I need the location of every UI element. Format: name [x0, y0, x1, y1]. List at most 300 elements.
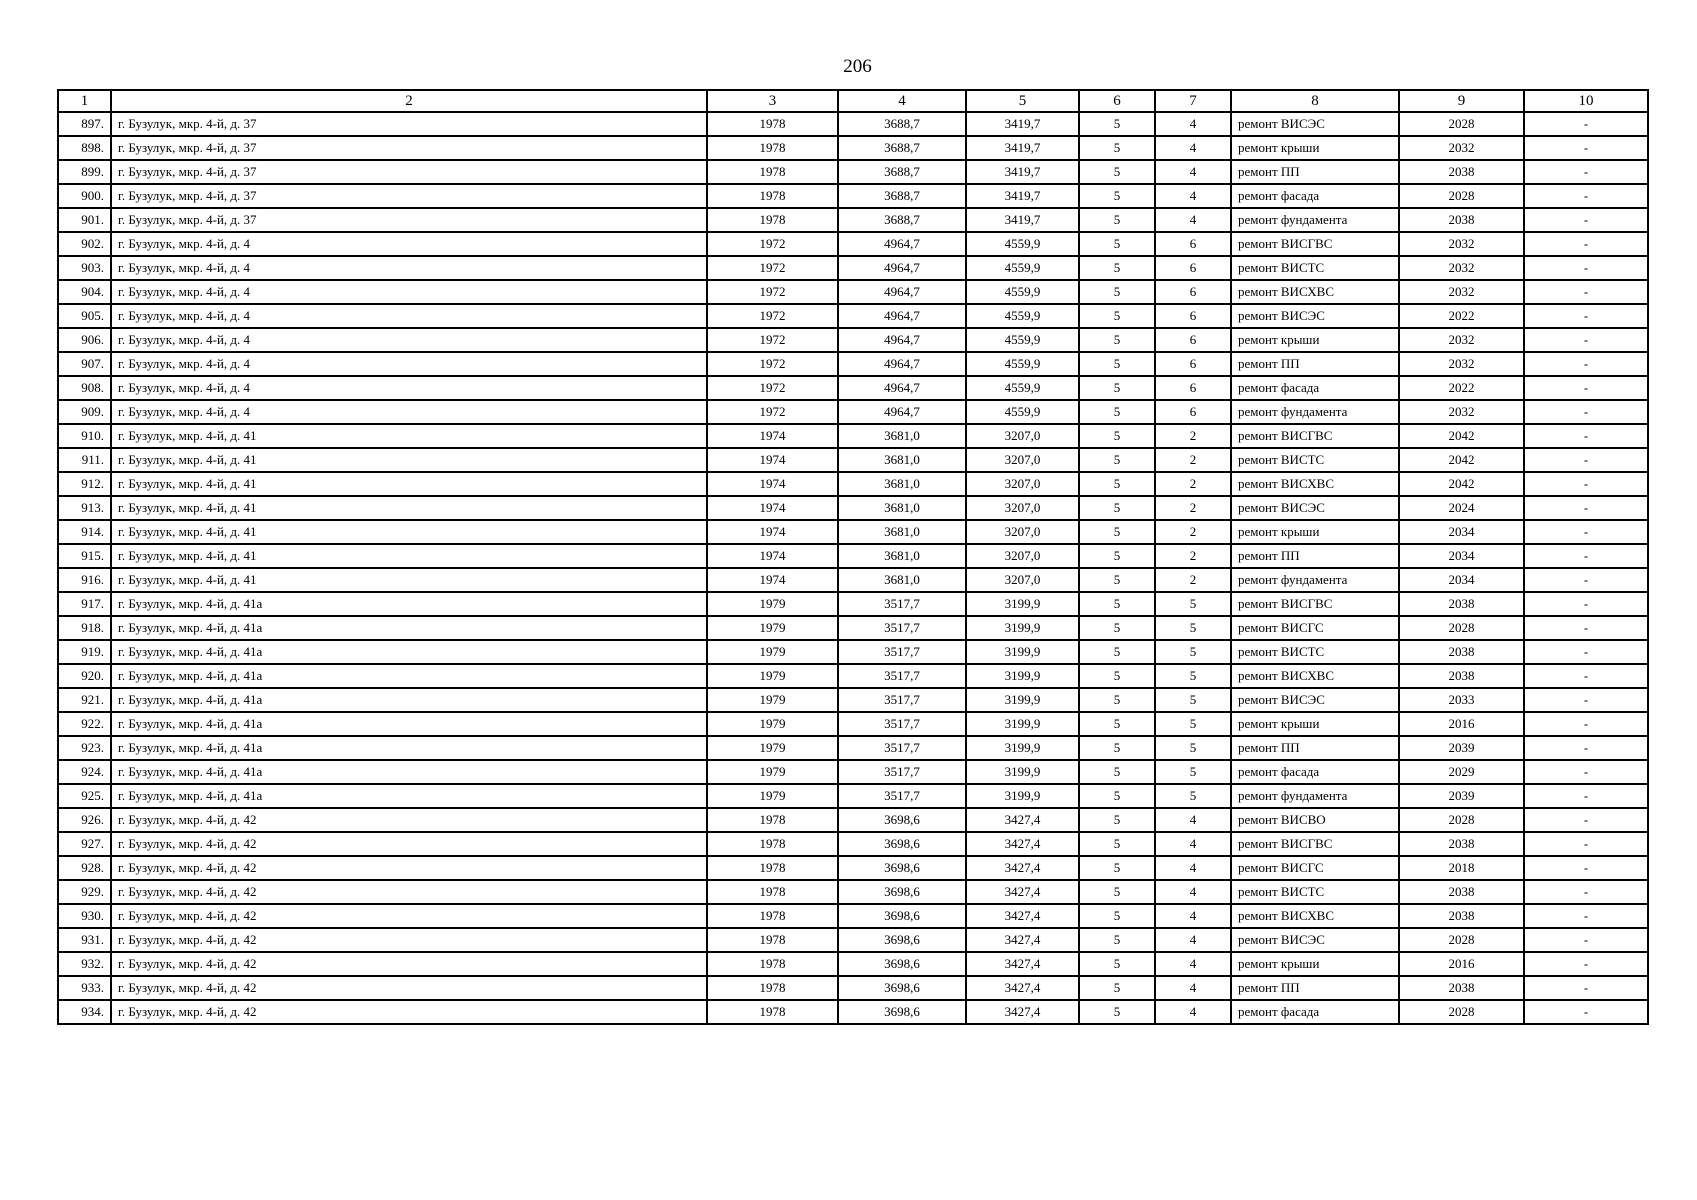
- cell-address: г. Бузулук, мкр. 4-й, д. 41а: [111, 688, 707, 712]
- cell-planned-year: 2032: [1399, 280, 1524, 304]
- cell-address: г. Бузулук, мкр. 4-й, д. 42: [111, 856, 707, 880]
- cell-entrances: 2: [1155, 448, 1231, 472]
- cell-build-year: 1974: [707, 568, 838, 592]
- cell-work-type: ремонт фасада: [1231, 760, 1399, 784]
- cell-build-year: 1979: [707, 760, 838, 784]
- table-row: [58, 256, 1648, 280]
- cell-living-area: 3419,7: [966, 136, 1079, 160]
- cell-build-year: 1974: [707, 520, 838, 544]
- cell-floors: 5: [1079, 592, 1155, 616]
- cell-row-number: 907.: [58, 352, 111, 376]
- cell-work-type: ремонт ВИСЭС: [1231, 496, 1399, 520]
- cell-note: -: [1524, 280, 1648, 304]
- cell-entrances: 5: [1155, 640, 1231, 664]
- cell-work-type: ремонт фундамента: [1231, 400, 1399, 424]
- cell-row-number: 918.: [58, 616, 111, 640]
- cell-floors: 5: [1079, 952, 1155, 976]
- cell-living-area: 3427,4: [966, 976, 1079, 1000]
- cell-build-year: 1972: [707, 280, 838, 304]
- table-row: [58, 448, 1648, 472]
- cell-build-year: 1978: [707, 904, 838, 928]
- header-row: [58, 90, 1648, 112]
- cell-entrances: 4: [1155, 832, 1231, 856]
- page-number: 206: [843, 56, 872, 77]
- cell-total-area: 3517,7: [838, 784, 966, 808]
- cell-work-type: ремонт ПП: [1231, 736, 1399, 760]
- table-row: [58, 520, 1648, 544]
- cell-note: -: [1524, 304, 1648, 328]
- cell-entrances: 4: [1155, 856, 1231, 880]
- cell-total-area: 3688,7: [838, 160, 966, 184]
- table-row: [58, 664, 1648, 688]
- cell-total-area: 3698,6: [838, 880, 966, 904]
- table-row: [58, 760, 1648, 784]
- cell-build-year: 1974: [707, 424, 838, 448]
- cell-entrances: 4: [1155, 976, 1231, 1000]
- column-header: 8: [1231, 90, 1399, 112]
- cell-note: -: [1524, 376, 1648, 400]
- cell-build-year: 1978: [707, 856, 838, 880]
- table-row: [58, 424, 1648, 448]
- cell-work-type: ремонт фасада: [1231, 184, 1399, 208]
- cell-total-area: 3517,7: [838, 688, 966, 712]
- cell-address: г. Бузулук, мкр. 4-й, д. 41: [111, 496, 707, 520]
- cell-entrances: 4: [1155, 928, 1231, 952]
- cell-note: -: [1524, 880, 1648, 904]
- cell-work-type: ремонт ПП: [1231, 160, 1399, 184]
- cell-address: г. Бузулук, мкр. 4-й, д. 41а: [111, 760, 707, 784]
- cell-entrances: 4: [1155, 904, 1231, 928]
- cell-floors: 5: [1079, 1000, 1155, 1024]
- cell-row-number: 916.: [58, 568, 111, 592]
- cell-address: г. Бузулук, мкр. 4-й, д. 42: [111, 880, 707, 904]
- cell-note: -: [1524, 712, 1648, 736]
- cell-living-area: 3199,9: [966, 688, 1079, 712]
- cell-planned-year: 2038: [1399, 208, 1524, 232]
- cell-planned-year: 2028: [1399, 112, 1524, 136]
- cell-address: г. Бузулук, мкр. 4-й, д. 37: [111, 208, 707, 232]
- cell-address: г. Бузулук, мкр. 4-й, д. 42: [111, 952, 707, 976]
- cell-entrances: 6: [1155, 304, 1231, 328]
- cell-planned-year: 2028: [1399, 184, 1524, 208]
- cell-build-year: 1974: [707, 544, 838, 568]
- cell-row-number: 914.: [58, 520, 111, 544]
- cell-total-area: 3681,0: [838, 496, 966, 520]
- cell-build-year: 1974: [707, 472, 838, 496]
- cell-total-area: 3698,6: [838, 832, 966, 856]
- cell-total-area: 3517,7: [838, 736, 966, 760]
- cell-row-number: 920.: [58, 664, 111, 688]
- cell-work-type: ремонт ВИСВО: [1231, 808, 1399, 832]
- cell-planned-year: 2028: [1399, 616, 1524, 640]
- cell-note: -: [1524, 928, 1648, 952]
- cell-build-year: 1978: [707, 976, 838, 1000]
- cell-address: г. Бузулук, мкр. 4-й, д. 42: [111, 808, 707, 832]
- cell-living-area: 3207,0: [966, 544, 1079, 568]
- cell-work-type: ремонт фундамента: [1231, 208, 1399, 232]
- table-row: [58, 496, 1648, 520]
- cell-entrances: 2: [1155, 424, 1231, 448]
- cell-address: г. Бузулук, мкр. 4-й, д. 4: [111, 304, 707, 328]
- cell-address: г. Бузулук, мкр. 4-й, д. 41а: [111, 640, 707, 664]
- cell-note: -: [1524, 544, 1648, 568]
- cell-total-area: 3698,6: [838, 952, 966, 976]
- cell-floors: 5: [1079, 352, 1155, 376]
- cell-note: -: [1524, 448, 1648, 472]
- cell-note: -: [1524, 328, 1648, 352]
- cell-build-year: 1972: [707, 304, 838, 328]
- cell-floors: 5: [1079, 376, 1155, 400]
- cell-living-area: 3427,4: [966, 1000, 1079, 1024]
- cell-address: г. Бузулук, мкр. 4-й, д. 37: [111, 112, 707, 136]
- cell-planned-year: 2018: [1399, 856, 1524, 880]
- cell-work-type: ремонт фундамента: [1231, 784, 1399, 808]
- cell-row-number: 924.: [58, 760, 111, 784]
- cell-living-area: 3207,0: [966, 448, 1079, 472]
- cell-floors: 5: [1079, 856, 1155, 880]
- cell-entrances: 6: [1155, 400, 1231, 424]
- table-row: [58, 592, 1648, 616]
- cell-total-area: 4964,7: [838, 352, 966, 376]
- cell-total-area: 3698,6: [838, 976, 966, 1000]
- cell-floors: 5: [1079, 544, 1155, 568]
- cell-row-number: 899.: [58, 160, 111, 184]
- cell-row-number: 933.: [58, 976, 111, 1000]
- cell-row-number: 932.: [58, 952, 111, 976]
- table-row: [58, 784, 1648, 808]
- table-row: [58, 952, 1648, 976]
- cell-row-number: 910.: [58, 424, 111, 448]
- cell-build-year: 1974: [707, 448, 838, 472]
- cell-row-number: 906.: [58, 328, 111, 352]
- cell-note: -: [1524, 1000, 1648, 1024]
- cell-total-area: 4964,7: [838, 232, 966, 256]
- cell-floors: 5: [1079, 520, 1155, 544]
- cell-floors: 5: [1079, 880, 1155, 904]
- cell-total-area: 4964,7: [838, 328, 966, 352]
- cell-note: -: [1524, 472, 1648, 496]
- cell-work-type: ремонт ВИСГС: [1231, 856, 1399, 880]
- cell-build-year: 1972: [707, 352, 838, 376]
- cell-row-number: 930.: [58, 904, 111, 928]
- cell-floors: 5: [1079, 712, 1155, 736]
- cell-address: г. Бузулук, мкр. 4-й, д. 42: [111, 928, 707, 952]
- cell-living-area: 3427,4: [966, 856, 1079, 880]
- column-header: 4: [838, 90, 966, 112]
- cell-entrances: 5: [1155, 760, 1231, 784]
- cell-living-area: 4559,9: [966, 328, 1079, 352]
- cell-living-area: 3199,9: [966, 760, 1079, 784]
- cell-entrances: 4: [1155, 112, 1231, 136]
- cell-planned-year: 2032: [1399, 232, 1524, 256]
- cell-planned-year: 2042: [1399, 424, 1524, 448]
- cell-build-year: 1979: [707, 616, 838, 640]
- cell-floors: 5: [1079, 640, 1155, 664]
- cell-note: -: [1524, 520, 1648, 544]
- cell-row-number: 897.: [58, 112, 111, 136]
- cell-total-area: 4964,7: [838, 400, 966, 424]
- cell-build-year: 1978: [707, 184, 838, 208]
- cell-note: -: [1524, 208, 1648, 232]
- cell-total-area: 3681,0: [838, 472, 966, 496]
- column-header: 9: [1399, 90, 1524, 112]
- cell-note: -: [1524, 664, 1648, 688]
- cell-floors: 5: [1079, 808, 1155, 832]
- cell-work-type: ремонт крыши: [1231, 952, 1399, 976]
- cell-work-type: ремонт ВИСТС: [1231, 448, 1399, 472]
- table-row: [58, 232, 1648, 256]
- cell-build-year: 1978: [707, 1000, 838, 1024]
- cell-work-type: ремонт ВИСТС: [1231, 640, 1399, 664]
- cell-build-year: 1972: [707, 256, 838, 280]
- cell-entrances: 4: [1155, 1000, 1231, 1024]
- cell-floors: 5: [1079, 736, 1155, 760]
- cell-entrances: 2: [1155, 544, 1231, 568]
- cell-living-area: 3427,4: [966, 904, 1079, 928]
- cell-row-number: 902.: [58, 232, 111, 256]
- cell-total-area: 3517,7: [838, 760, 966, 784]
- cell-row-number: 908.: [58, 376, 111, 400]
- cell-address: г. Бузулук, мкр. 4-й, д. 41а: [111, 784, 707, 808]
- cell-living-area: 3199,9: [966, 736, 1079, 760]
- cell-floors: 5: [1079, 280, 1155, 304]
- cell-planned-year: 2032: [1399, 256, 1524, 280]
- column-header: 5: [966, 90, 1079, 112]
- cell-planned-year: 2016: [1399, 952, 1524, 976]
- cell-living-area: 4559,9: [966, 280, 1079, 304]
- cell-build-year: 1972: [707, 400, 838, 424]
- cell-floors: 5: [1079, 832, 1155, 856]
- cell-floors: 5: [1079, 328, 1155, 352]
- cell-work-type: ремонт ПП: [1231, 976, 1399, 1000]
- cell-total-area: 3681,0: [838, 520, 966, 544]
- cell-row-number: 929.: [58, 880, 111, 904]
- cell-row-number: 926.: [58, 808, 111, 832]
- cell-address: г. Бузулук, мкр. 4-й, д. 4: [111, 352, 707, 376]
- cell-total-area: 3688,7: [838, 112, 966, 136]
- cell-floors: 5: [1079, 112, 1155, 136]
- cell-living-area: 3207,0: [966, 472, 1079, 496]
- table-row: [58, 832, 1648, 856]
- cell-entrances: 5: [1155, 688, 1231, 712]
- cell-entrances: 2: [1155, 520, 1231, 544]
- cell-living-area: 3199,9: [966, 616, 1079, 640]
- cell-row-number: 905.: [58, 304, 111, 328]
- column-header: 6: [1079, 90, 1155, 112]
- cell-living-area: 3199,9: [966, 664, 1079, 688]
- cell-note: -: [1524, 760, 1648, 784]
- cell-living-area: 3207,0: [966, 520, 1079, 544]
- cell-work-type: ремонт ВИСТС: [1231, 880, 1399, 904]
- cell-total-area: 3681,0: [838, 424, 966, 448]
- cell-floors: 5: [1079, 136, 1155, 160]
- cell-entrances: 6: [1155, 376, 1231, 400]
- cell-row-number: 912.: [58, 472, 111, 496]
- cell-work-type: ремонт ВИСЭС: [1231, 112, 1399, 136]
- cell-total-area: 3517,7: [838, 616, 966, 640]
- cell-address: г. Бузулук, мкр. 4-й, д. 4: [111, 400, 707, 424]
- table-row: [58, 688, 1648, 712]
- table-row: [58, 736, 1648, 760]
- cell-note: -: [1524, 112, 1648, 136]
- cell-planned-year: 2038: [1399, 904, 1524, 928]
- cell-entrances: 6: [1155, 328, 1231, 352]
- cell-build-year: 1979: [707, 784, 838, 808]
- cell-work-type: ремонт ВИСЭС: [1231, 688, 1399, 712]
- cell-planned-year: 2034: [1399, 520, 1524, 544]
- cell-note: -: [1524, 736, 1648, 760]
- cell-note: -: [1524, 184, 1648, 208]
- cell-work-type: ремонт ВИСГС: [1231, 616, 1399, 640]
- cell-floors: 5: [1079, 496, 1155, 520]
- table-row: [58, 472, 1648, 496]
- cell-entrances: 4: [1155, 952, 1231, 976]
- cell-planned-year: 2032: [1399, 352, 1524, 376]
- cell-work-type: ремонт крыши: [1231, 136, 1399, 160]
- cell-entrances: 4: [1155, 160, 1231, 184]
- cell-build-year: 1978: [707, 880, 838, 904]
- cell-living-area: 3427,4: [966, 928, 1079, 952]
- table-row: [58, 712, 1648, 736]
- cell-note: -: [1524, 952, 1648, 976]
- cell-total-area: 3517,7: [838, 592, 966, 616]
- cell-total-area: 3517,7: [838, 664, 966, 688]
- cell-row-number: 913.: [58, 496, 111, 520]
- cell-entrances: 4: [1155, 808, 1231, 832]
- cell-entrances: 4: [1155, 208, 1231, 232]
- cell-note: -: [1524, 256, 1648, 280]
- cell-entrances: 2: [1155, 496, 1231, 520]
- cell-address: г. Бузулук, мкр. 4-й, д. 4: [111, 376, 707, 400]
- cell-work-type: ремонт фундамента: [1231, 568, 1399, 592]
- cell-address: г. Бузулук, мкр. 4-й, д. 42: [111, 976, 707, 1000]
- cell-address: г. Бузулук, мкр. 4-й, д. 41а: [111, 592, 707, 616]
- cell-floors: 5: [1079, 616, 1155, 640]
- cell-planned-year: 2034: [1399, 568, 1524, 592]
- cell-build-year: 1972: [707, 328, 838, 352]
- cell-address: г. Бузулук, мкр. 4-й, д. 4: [111, 256, 707, 280]
- cell-work-type: ремонт крыши: [1231, 520, 1399, 544]
- cell-floors: 5: [1079, 568, 1155, 592]
- cell-planned-year: 2039: [1399, 784, 1524, 808]
- cell-planned-year: 2034: [1399, 544, 1524, 568]
- cell-note: -: [1524, 424, 1648, 448]
- cell-living-area: 3207,0: [966, 424, 1079, 448]
- cell-total-area: 3698,6: [838, 808, 966, 832]
- cell-total-area: 4964,7: [838, 280, 966, 304]
- cell-floors: 5: [1079, 160, 1155, 184]
- cell-row-number: 922.: [58, 712, 111, 736]
- cell-address: г. Бузулук, мкр. 4-й, д. 41а: [111, 712, 707, 736]
- cell-entrances: 5: [1155, 784, 1231, 808]
- cell-entrances: 4: [1155, 880, 1231, 904]
- cell-address: г. Бузулук, мкр. 4-й, д. 42: [111, 1000, 707, 1024]
- cell-address: г. Бузулук, мкр. 4-й, д. 41: [111, 568, 707, 592]
- cell-planned-year: 2039: [1399, 736, 1524, 760]
- cell-total-area: 3688,7: [838, 136, 966, 160]
- cell-work-type: ремонт крыши: [1231, 328, 1399, 352]
- cell-note: -: [1524, 808, 1648, 832]
- column-header: 2: [111, 90, 707, 112]
- column-header: 1: [58, 90, 111, 112]
- cell-row-number: 927.: [58, 832, 111, 856]
- cell-planned-year: 2038: [1399, 880, 1524, 904]
- table-row: [58, 904, 1648, 928]
- cell-address: г. Бузулук, мкр. 4-й, д. 42: [111, 832, 707, 856]
- cell-entrances: 5: [1155, 712, 1231, 736]
- cell-build-year: 1978: [707, 928, 838, 952]
- cell-row-number: 900.: [58, 184, 111, 208]
- cell-work-type: ремонт ПП: [1231, 352, 1399, 376]
- cell-note: -: [1524, 616, 1648, 640]
- cell-planned-year: 2032: [1399, 136, 1524, 160]
- cell-entrances: 4: [1155, 184, 1231, 208]
- cell-build-year: 1978: [707, 832, 838, 856]
- cell-living-area: 4559,9: [966, 232, 1079, 256]
- cell-row-number: 898.: [58, 136, 111, 160]
- cell-planned-year: 2038: [1399, 664, 1524, 688]
- cell-build-year: 1974: [707, 496, 838, 520]
- table-row: [58, 352, 1648, 376]
- cell-floors: 5: [1079, 232, 1155, 256]
- table-row: [58, 640, 1648, 664]
- cell-planned-year: 2032: [1399, 328, 1524, 352]
- cell-build-year: 1978: [707, 112, 838, 136]
- cell-work-type: ремонт ВИСХВС: [1231, 904, 1399, 928]
- cell-planned-year: 2038: [1399, 160, 1524, 184]
- cell-note: -: [1524, 568, 1648, 592]
- cell-address: г. Бузулук, мкр. 4-й, д. 37: [111, 160, 707, 184]
- cell-living-area: 3419,7: [966, 208, 1079, 232]
- cell-note: -: [1524, 688, 1648, 712]
- cell-build-year: 1978: [707, 208, 838, 232]
- table-row: [58, 400, 1648, 424]
- cell-total-area: 3681,0: [838, 544, 966, 568]
- cell-note: -: [1524, 232, 1648, 256]
- table-row: [58, 928, 1648, 952]
- cell-work-type: ремонт ВИСЭС: [1231, 928, 1399, 952]
- cell-build-year: 1979: [707, 688, 838, 712]
- cell-floors: 5: [1079, 472, 1155, 496]
- cell-build-year: 1979: [707, 664, 838, 688]
- cell-row-number: 928.: [58, 856, 111, 880]
- cell-living-area: 3427,4: [966, 832, 1079, 856]
- cell-note: -: [1524, 976, 1648, 1000]
- cell-build-year: 1979: [707, 592, 838, 616]
- cell-living-area: 4559,9: [966, 376, 1079, 400]
- cell-living-area: 3427,4: [966, 808, 1079, 832]
- cell-work-type: ремонт ПП: [1231, 544, 1399, 568]
- cell-work-type: ремонт ВИСГВС: [1231, 424, 1399, 448]
- cell-living-area: 3427,4: [966, 952, 1079, 976]
- cell-floors: 5: [1079, 304, 1155, 328]
- table-row: [58, 280, 1648, 304]
- table-row: [58, 328, 1648, 352]
- cell-total-area: 4964,7: [838, 256, 966, 280]
- cell-note: -: [1524, 496, 1648, 520]
- cell-note: -: [1524, 640, 1648, 664]
- table-row: [58, 376, 1648, 400]
- table-row: [58, 568, 1648, 592]
- cell-work-type: ремонт ВИСГВС: [1231, 592, 1399, 616]
- cell-entrances: 4: [1155, 136, 1231, 160]
- cell-build-year: 1972: [707, 376, 838, 400]
- cell-build-year: 1978: [707, 808, 838, 832]
- cell-total-area: 3698,6: [838, 928, 966, 952]
- cell-living-area: 3419,7: [966, 112, 1079, 136]
- cell-floors: 5: [1079, 424, 1155, 448]
- cell-living-area: 3419,7: [966, 184, 1079, 208]
